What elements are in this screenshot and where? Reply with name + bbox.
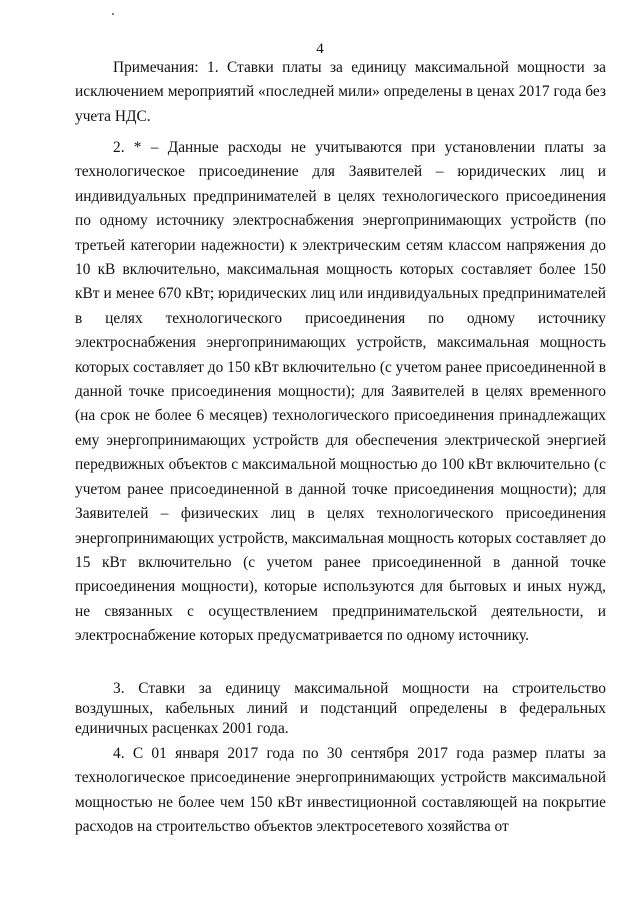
page-number: 4 xyxy=(316,41,324,57)
note-1-paragraph: Примечания: 1. Ставки платы за единицу максимальной мощности за исключением мероприятий «последней мили» определены в ценах 2017 года без учета НДС. xyxy=(75,59,606,125)
note-3-paragraph: 3. Ставки за единицу максимальной мощности на строительство воздушных, кабельных линий и подстанций определены в федеральных единичных расценках 2001 года. xyxy=(75,680,606,737)
note-4-paragraph: 4. С 01 января 2017 года по 30 сентября 2017 года размер платы за технологическое присоединение энергопринимающих устройств максимальной мощностью не более чем 150 кВт инвестиционной составляющей на покрытие расходов на строительство объектов электросетевого хозяйства от xyxy=(75,745,606,836)
note-2-paragraph: 2. * – Данные расходы не учитываются при установлении платы за технологическое присоединение для Заявителей – юридических лиц и индивидуальных предпринимателей в целях технологического присоединения по одному источнику электроснабжения энергопринимающих устройств (по третьей категории надежности) к электрическим сетям классом напряжения до 10 кВ включительно, максимальная мощность которых составляет более 150 кВт и менее 670 кВт; юридических лиц или индивидуальных предпринимателей в целях технологического присоединения по одному источнику электроснабжения энергопринимающих устройств, максимальная мощность которых составляет до 150 кВт включительно (с учетом ранее присоединенной в данной точке присоединения мощности); для Заявителей в целях временного (на срок не более 6 месяцев) технологического присоединения принадлежащих ему энергопринимающих устройств для обеспечения электрической энергией передвижных объектов с максимальной мощностью до 100 кВт включительно (с учетом ранее присоединенной в данной точке присоединения мощности); для Заявителей – физических лиц в целях технологического присоединения энергопринимающих устройств, максимальная мощность которых составляет до 15 кВт включительно (с учетом ранее присоединенной в данной точке присоединения мощности), которые используются для бытовых и иных нужд, не связанных с осуществлением предпринимательской деятельности, и электроснабжение которых предусматривается по одному источнику. xyxy=(75,139,606,645)
scan-speck xyxy=(112,13,114,15)
